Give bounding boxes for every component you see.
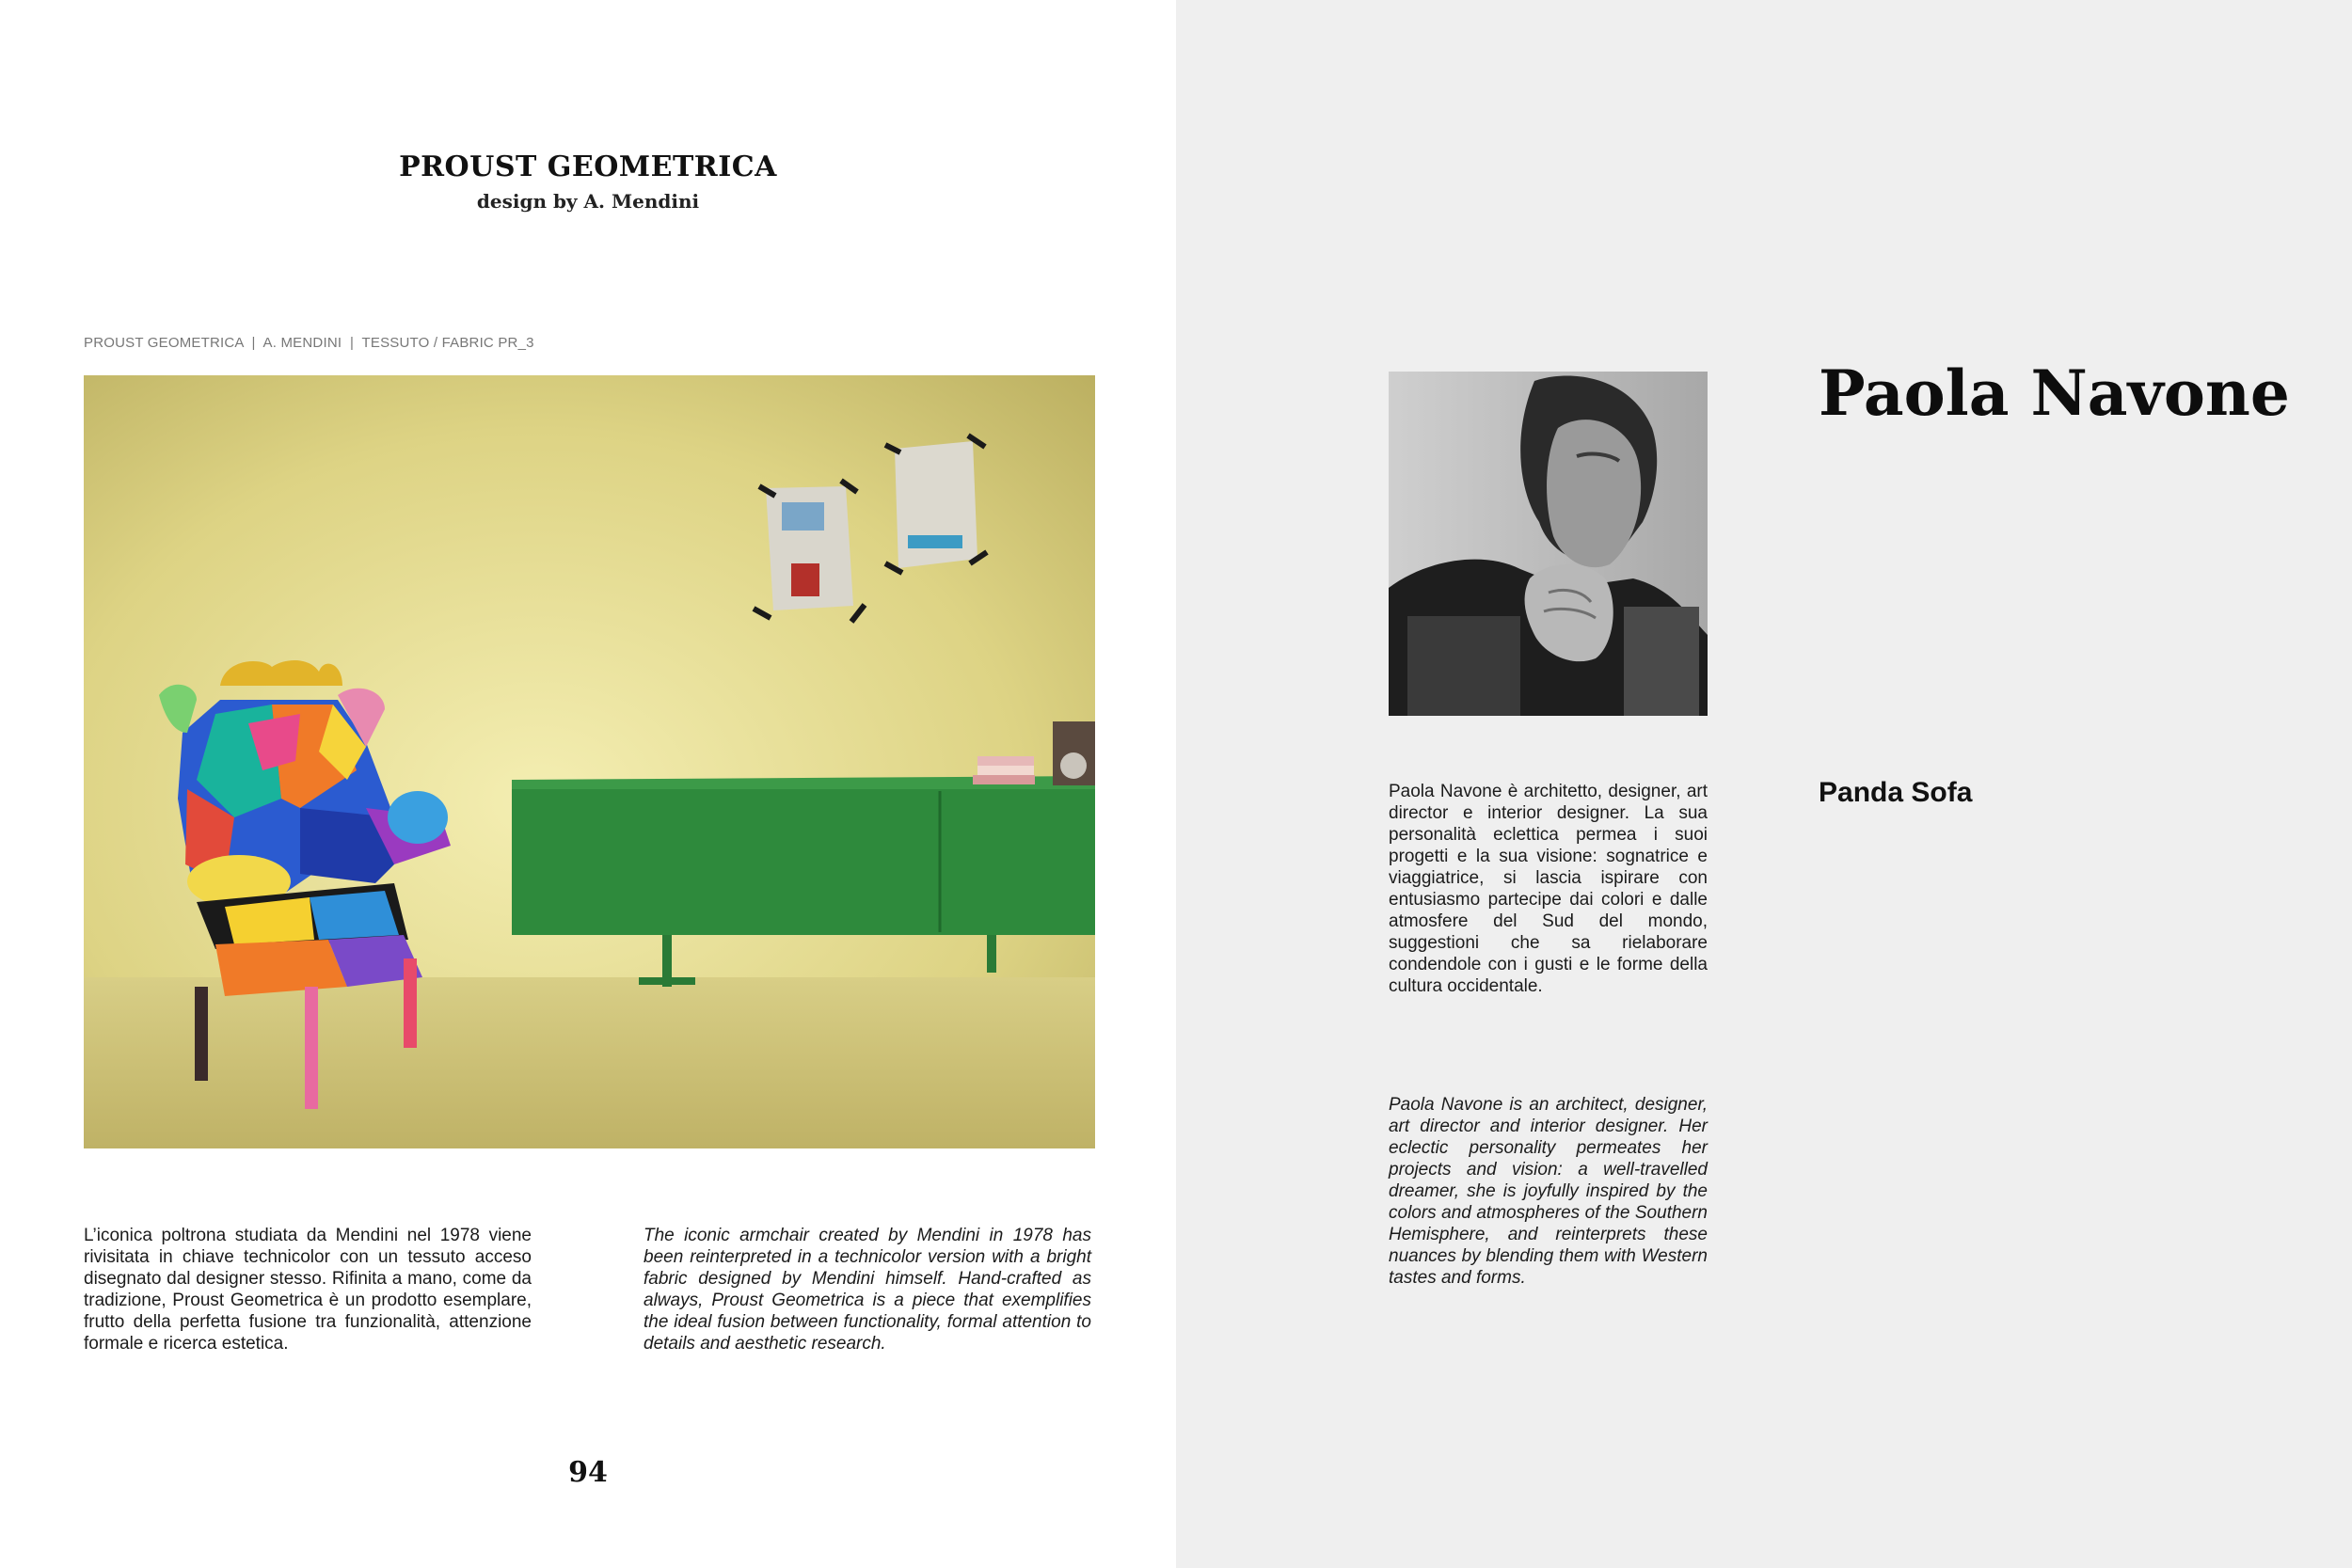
newspaper-right [885, 436, 987, 573]
designer-name: Paola Navone [1819, 356, 2290, 430]
product-credits: PROUST GEOMETRICA | A. MENDINI | TESSUTO / FABRIC PR_3 [84, 335, 534, 351]
product-subtitle: design by A. Mendini [476, 190, 700, 213]
biography-italian: Paola Navone è architetto, designer, art director e interior designer. La sua personalità eclettica permea i suoi progetti e la sua visione: sognatrice e viaggiatrice, si lascia ispirare con entusiasmo partecipe dai colori e dalle atmosfere del Sud del mondo, suggestioni che sa rielaborare condendole con i gusti e le forme della cultura occidentale. [1389, 782, 1708, 996]
designer-portrait [1389, 372, 1708, 716]
description-italian: L’iconica poltrona studiata da Mendini nel 1978 viene rivisitata in chiave technicolor con un tessuto acceso disegnato dal designer stesso. Rifinita a mano, come da tradizione, Proust Geometrica è un prodotto esemplare, frutto della perfetta fusione tra funzionalità, attenzione formale e ricerca estetica. [84, 1226, 532, 1354]
biography-english: Paola Navone is an architect, designer, art director and interior designer. Her eclectic personality permeates her projects and vision: a well-travelled dreamer, she is joyfully inspired by the colors and atmospheres of the Southern Hemisphere, and reinterprets these nuances by blending them with Western tastes and forms. [1389, 1095, 1708, 1288]
page-number: 94 [568, 1456, 608, 1489]
product-name: Panda Sofa [1819, 777, 1973, 808]
armchair-photo [84, 375, 1095, 1148]
description-english: The iconic armchair created by Mendini in 1978 has been reinterpreted in a technicolor version with a bright fabric designed by Mendini himself. Hand-crafted as always, Proust Geometrica is a piece that exemplifies the ideal fusion between functionality, formal attention to details and aesthetic research. [644, 1226, 1091, 1354]
product-title: PROUST GEOMETRICA [399, 150, 777, 183]
right-page [1176, 0, 2352, 1568]
